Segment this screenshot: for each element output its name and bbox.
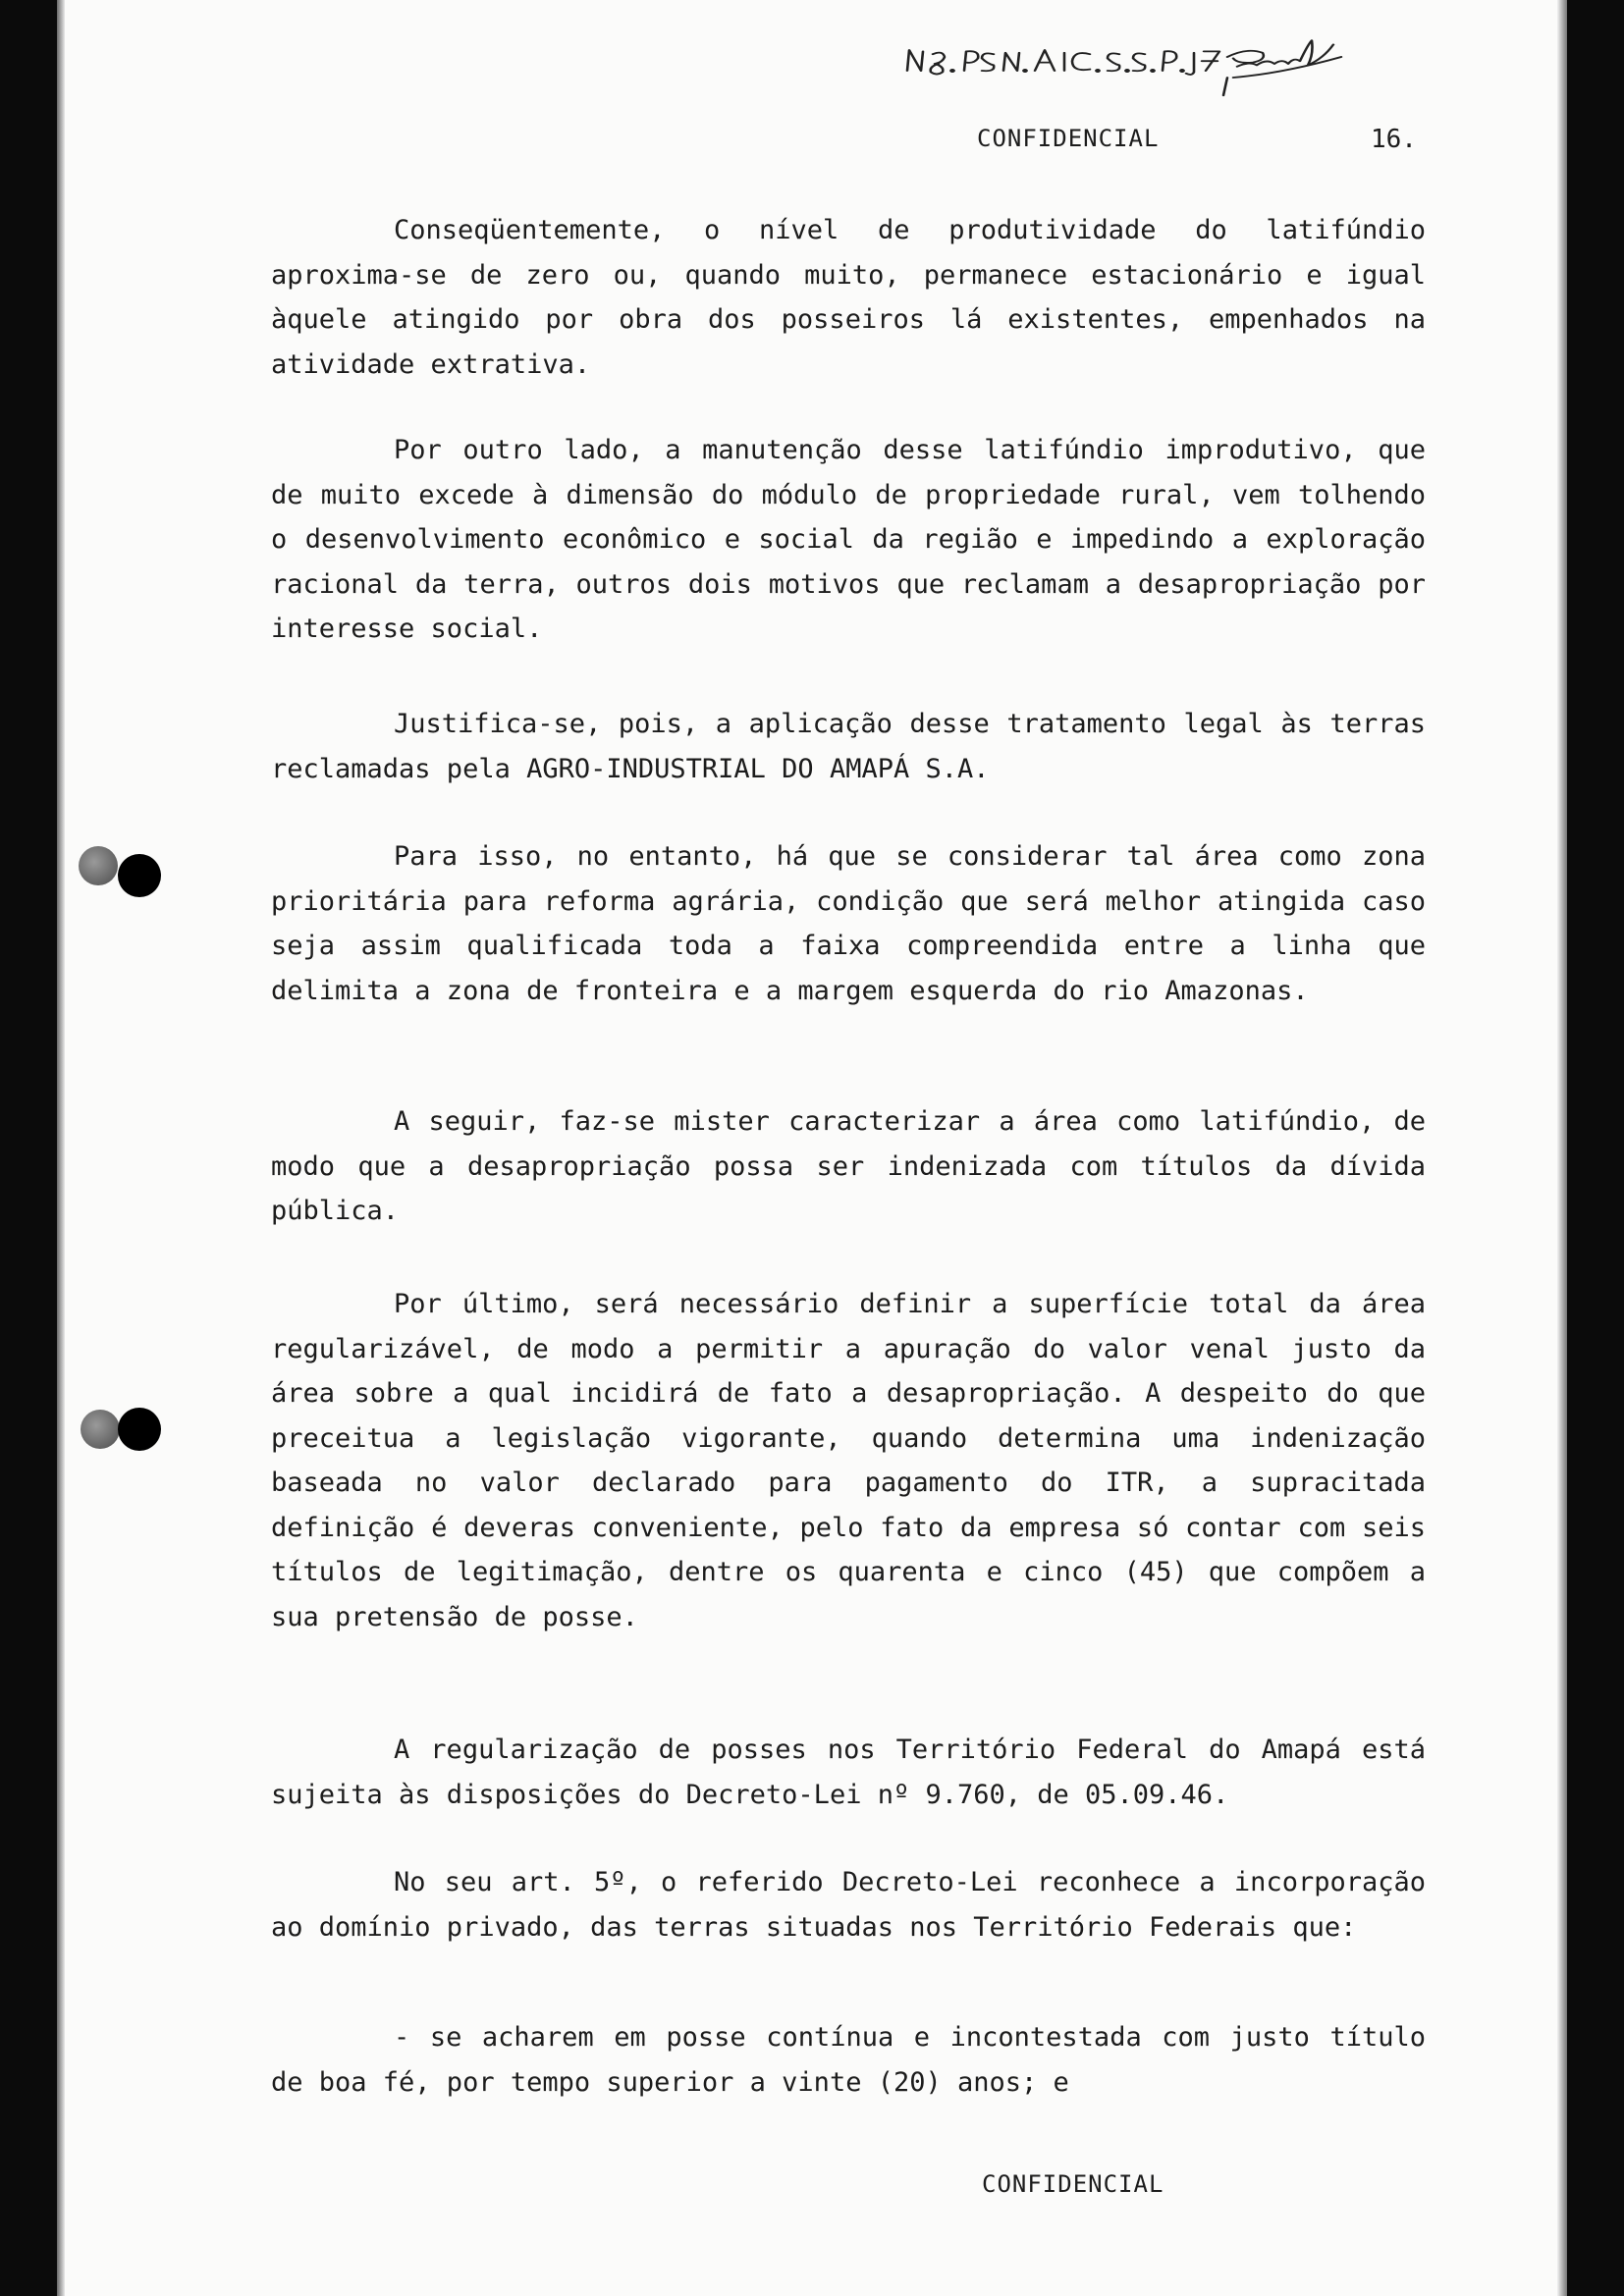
- paragraph-9-text: - se acharem em posse contínua e incontestada com justo título de boa fé, por tempo superior a vinte (20) anos; e: [271, 2022, 1426, 2098]
- paragraph-7-text: A regularização de posses nos Território Federal do Amapá está sujeita às disposições do Decreto-Lei nº 9.760, de 05.09.46.: [271, 1735, 1426, 1810]
- punch-hole-shadow-top: [79, 846, 118, 885]
- punch-hole-shadow-bottom: [81, 1410, 120, 1449]
- paragraph-1: [271, 208, 1426, 387]
- paragraph-8: [271, 1860, 1426, 1949]
- paragraph-5-text: A seguir, faz-se mister caracterizar a área como latifúndio, de modo que a desapropriação possa ser indenizada com títulos da dívida pública.: [271, 1106, 1426, 1226]
- handwritten-stamp-signature: [903, 29, 1355, 98]
- header-confidential-label: CONFIDENCIAL: [977, 125, 1160, 152]
- paragraph-1-text: Conseqüentemente, o nível de produtividade do latifúndio aproxima-se de zero ou, quando muito, permanece estacionário e igual àquele atingido por obra dos posseiros lá existentes, empenhados na atividade extrativa.: [271, 215, 1426, 380]
- scan-border-right: [1567, 0, 1624, 2296]
- paragraph-3: [271, 702, 1426, 791]
- paragraph-2: [271, 428, 1426, 652]
- scan-edge-right: [1557, 0, 1567, 2296]
- scan-border-left: [0, 0, 57, 2296]
- paragraph-4-text: Para isso, no entanto, há que se considerar tal área como zona prioritária para reforma agrária, condição que será melhor atingida caso seja assim qualificada toda a faixa compreendida entre a linha que delimita a zona de fronteira e a margem esquerda do rio Amazonas.: [271, 841, 1426, 1006]
- paragraph-7: [271, 1728, 1426, 1817]
- punch-hole-bottom: [118, 1408, 161, 1451]
- paragraph-4: [271, 834, 1426, 1013]
- scan-edge-left: [57, 0, 65, 2296]
- page-number: 16.: [1371, 125, 1417, 154]
- punch-hole-top: [118, 854, 161, 897]
- paragraph-5: [271, 1099, 1426, 1234]
- paragraph-9-list-item: [271, 2015, 1426, 2105]
- paragraph-6-text: Por último, será necessário definir a superfície total da área regularizável, de modo a permitir a apuração do valor venal justo da área sobre a qual incidirá de fato a desapropriação. A despeito do que preceitua a legislação vigorante, quando determina uma indenização baseada no valor declarado para pagamento do ITR, a supracitada definição é deveras conveniente, pelo fato da empresa só contar com seis títulos de legitimação, dentre os quarenta e cinco (45) que compõem a sua pretensão de posse.: [271, 1289, 1426, 1632]
- paragraph-6: [271, 1282, 1426, 1639]
- paragraph-2-text: Por outro lado, a manutenção desse latifúndio improdutivo, que de muito excede à dimensão do módulo de propriedade rural, vem tolhendo o desenvolvimento econômico e social da região e impedindo a exploração racional da terra, outros dois motivos que reclamam a desapropriação por interesse social.: [271, 435, 1426, 644]
- paragraph-8-text: No seu art. 5º, o referido Decreto-Lei reconhece a incorporação ao domínio privado, das terras situadas nos Território Federais que:: [271, 1867, 1426, 1943]
- paragraph-3-text: Justifica-se, pois, a aplicação desse tratamento legal às terras reclamadas pela AGRO-INDUSTRIAL DO AMAPÁ S.A.: [271, 709, 1426, 784]
- footer-confidential-label: CONFIDENCIAL: [982, 2170, 1164, 2198]
